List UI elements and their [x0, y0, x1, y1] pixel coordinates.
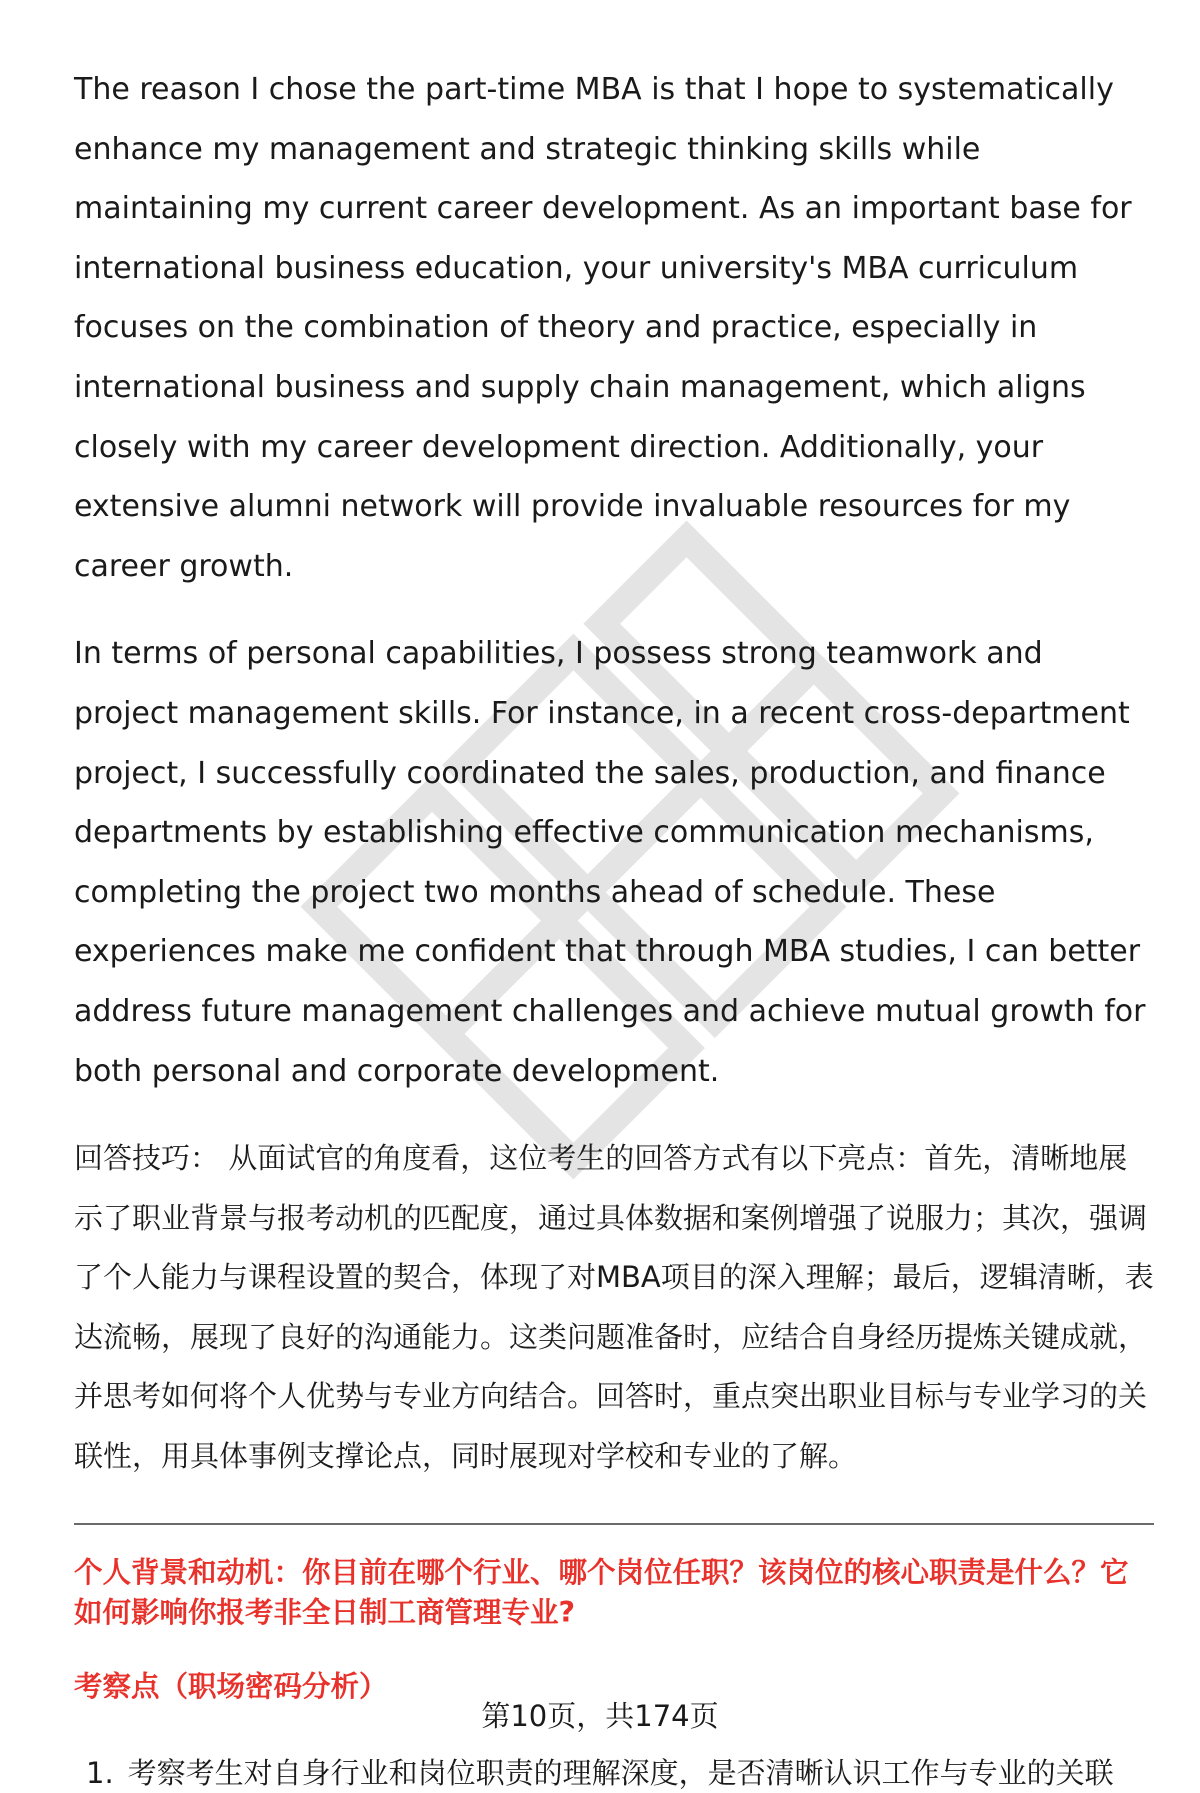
focus-list — [74, 1753, 1154, 1793]
answer-tips: 回答技巧： 从面试官的角度看，这位考生的回答方式有以下亮点：首先，清晰地展示了职业背景与报考动机的匹配度，通过具体数据和案例增强了说服力；其次，强调了个人能力与课程设置的契合，体现了对MBA项目的深入理解；最后，逻辑清晰，表达流畅，展现了良好的沟通能力。这类问题准备时，应结合自身经历提炼关键成就，并思考如何将个人优势与专业方向结合。回答时，重点突出职业目标与专业学习的关联性，用具体事例支撑论点，同时展现对学校和专业的了解。 — [74, 1141, 1154, 1474]
focus-heading: 考察点（职场密码分析） — [74, 1669, 388, 1703]
list-item-text: 考察考生对自身行业和岗位职责的理解深度，是否清晰认识工作与专业的关联 — [127, 1755, 1114, 1790]
section-divider — [74, 1523, 1154, 1525]
page-footer: 第10页，共174页 — [481, 1699, 719, 1733]
answer-paragraph-2: In terms of personal capabilities, I possess strong teamwork and project management skills. For instance, in a recent cross-department project, I successfully coordinated the sales, production, and finance departments by establishing effective communication mechanisms, completing the project two months ahead of schedule. These experiences make me confident that through MBA studies, I can better address future management challenges and achieve mutual growth for both personal and corporate development. — [74, 636, 1146, 1089]
list-item-number: 1. — [86, 1755, 114, 1790]
document-page — [74, 60, 1154, 1793]
list-item — [86, 1753, 1154, 1793]
question-heading: 个人背景和动机：你目前在哪个行业、哪个岗位任职？该岗位的核心职责是什么？它如何影响你报考非全日制工商管理专业? — [74, 1555, 1129, 1629]
answer-paragraph-1: The reason I chose the part-time MBA is that I hope to systematically enhance my management and strategic thinking skills while maintaining my current career development. As an important base for international business education, your university's MBA curriculum focuses on the combination of theory and practice, especially in international business and supply chain management, which aligns closely with my career development direction. Additionally, your extensive alumni network will provide invaluable resources for my career growth. — [74, 72, 1132, 584]
